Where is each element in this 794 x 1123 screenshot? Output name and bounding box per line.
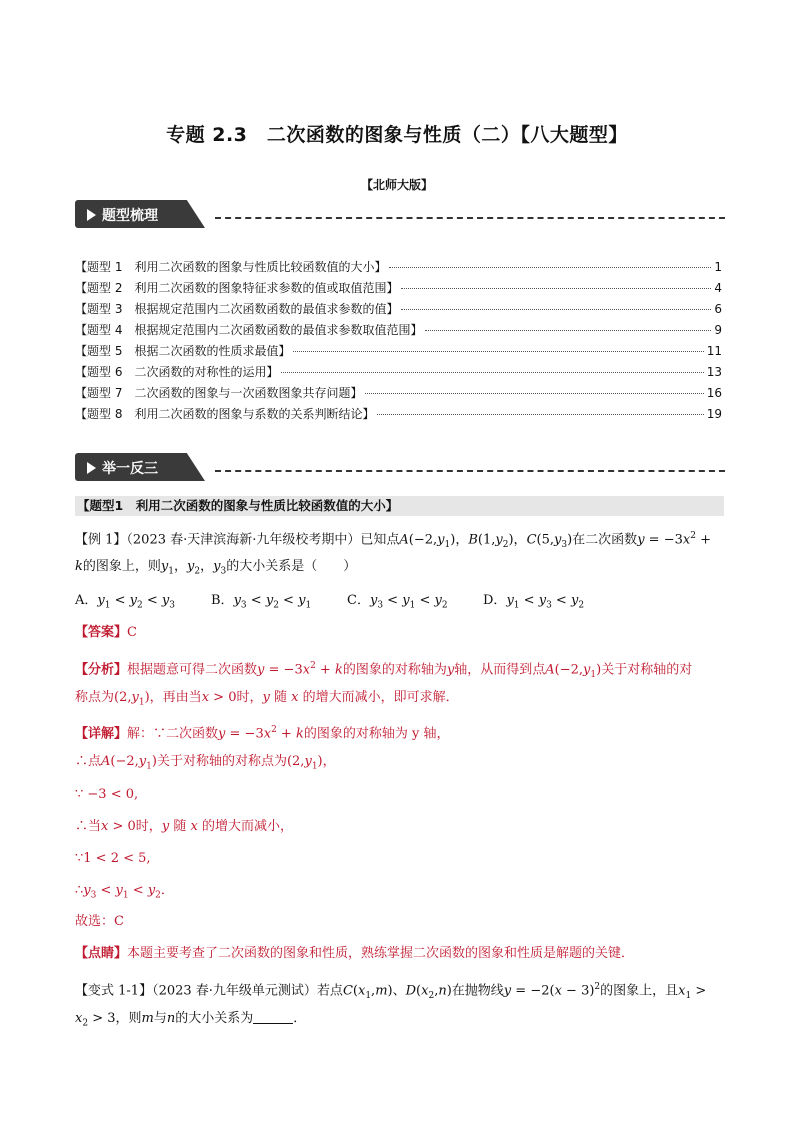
choice-c[interactable]: C．$y_3 < y_1 < y_2$ [347,593,448,611]
example-choices [75,591,725,616]
comment-line: 【点睛】本题主要考查了二次函数的图象和性质，熟练掌握二次函数的图象和性质是解题的关键． [75,946,635,961]
example-stem-line1: 【例 1】（2023 春·天津滨海新·九年级校考期中）已知点$A(-2,y_1)$，$B(1,y_2)$，$C(5,y_3)$在二次函数$y = -3x^2$ + [75,531,711,550]
toc-entry[interactable]: 【题型 4 根据规定范围内二次函数函数的最值求参数取值范围】 9 [75,323,722,337]
choice-a[interactable]: A．$y_1 < y_2 < y_3$ [75,593,176,611]
section-banner-examples: 举一反三 [75,453,725,483]
table-of-contents [75,258,722,426]
answer-line: 【答案】C [75,625,137,640]
choice-b[interactable]: B．$y_3 < y_2 < y_1$ [211,593,312,611]
detail-line1: 【详解】解：∵二次函数$y = -3x^2 + k$的图象的对称轴为 y 轴， [75,725,450,742]
analysis-line1: 【分析】根据题意可得二次函数$y = -3x^2 + k$的图象的对称轴为y轴，从而得到点$A(-2,y_1)$关于对称轴的对 [75,661,693,680]
detail-line7: 故选：C [75,914,124,929]
detail-line6: $\therefore y_3 < y_1 < y_2$． [75,883,174,901]
example-stem-line2: k的图象上，则$y_1$，$y_2$，$y_3$的大小关系是（ ） [75,559,357,577]
play-icon [87,209,96,221]
analysis-line2: 称点为$(2,y_1)$，再由当x > 0时，y 随 x 的增大而减小，即可求解． [75,690,459,708]
detail-line4: ∴当x > 0时，y 随 x 的增大而减小， [75,819,293,834]
edition-label: 【北师大版】 [360,178,433,192]
toc-entry[interactable]: 【题型 5 根据二次函数的性质求最值】 11 [75,344,722,358]
choice-d[interactable]: D．$y_1 < y_3 < y_2$ [483,593,585,611]
toc-entry[interactable]: 【题型 3 根据规定范围内二次函数函数的最值求参数的值】 6 [75,302,722,316]
detail-line5: ∵1 < 2 < 5, [75,851,151,866]
section-banner-overview: 题型梳理 [75,200,725,230]
variant-line1: 【变式 1-1】（2023 春·九年级单元测试）若点$C(x_1,m)$、$D(x_2,n)$在抛物线$y = -2(x - 3)^2$的图象上，且$x_1$ > [75,982,707,1001]
toc-entry[interactable]: 【题型 1 利用二次函数的图象与性质比较函数值的大小】 1 [75,260,722,274]
answer-blank[interactable] [253,1011,293,1024]
toc-entry[interactable]: 【题型 2 利用二次函数的图象特征求参数的值或取值范围】 4 [75,281,722,295]
detail-line3: ∵ −3 < 0, [75,787,139,802]
toc-entry[interactable]: 【题型 6 二次函数的对称性的运用】 13 [75,365,722,379]
play-icon [87,462,96,474]
toc-entry[interactable]: 【题型 8 利用二次函数的图象与系数的关系判断结论】 19 [75,407,722,421]
question-type-header: 【题型1 利用二次函数的图象与性质比较函数值的大小】 [75,496,724,516]
toc-entry[interactable]: 【题型 7 二次函数的图象与一次函数图象共存问题】 16 [75,386,722,400]
page-title: 专题 2.3 二次函数的图象与性质（二）【八大题型】 [166,124,628,146]
detail-line2: ∴点$A(-2,y_1)$关于对称轴的对称点为$(2,y_1)$， [75,754,336,772]
variant-line2: $x_2 > 3$，则m与n的大小关系为 ． [75,1011,307,1029]
